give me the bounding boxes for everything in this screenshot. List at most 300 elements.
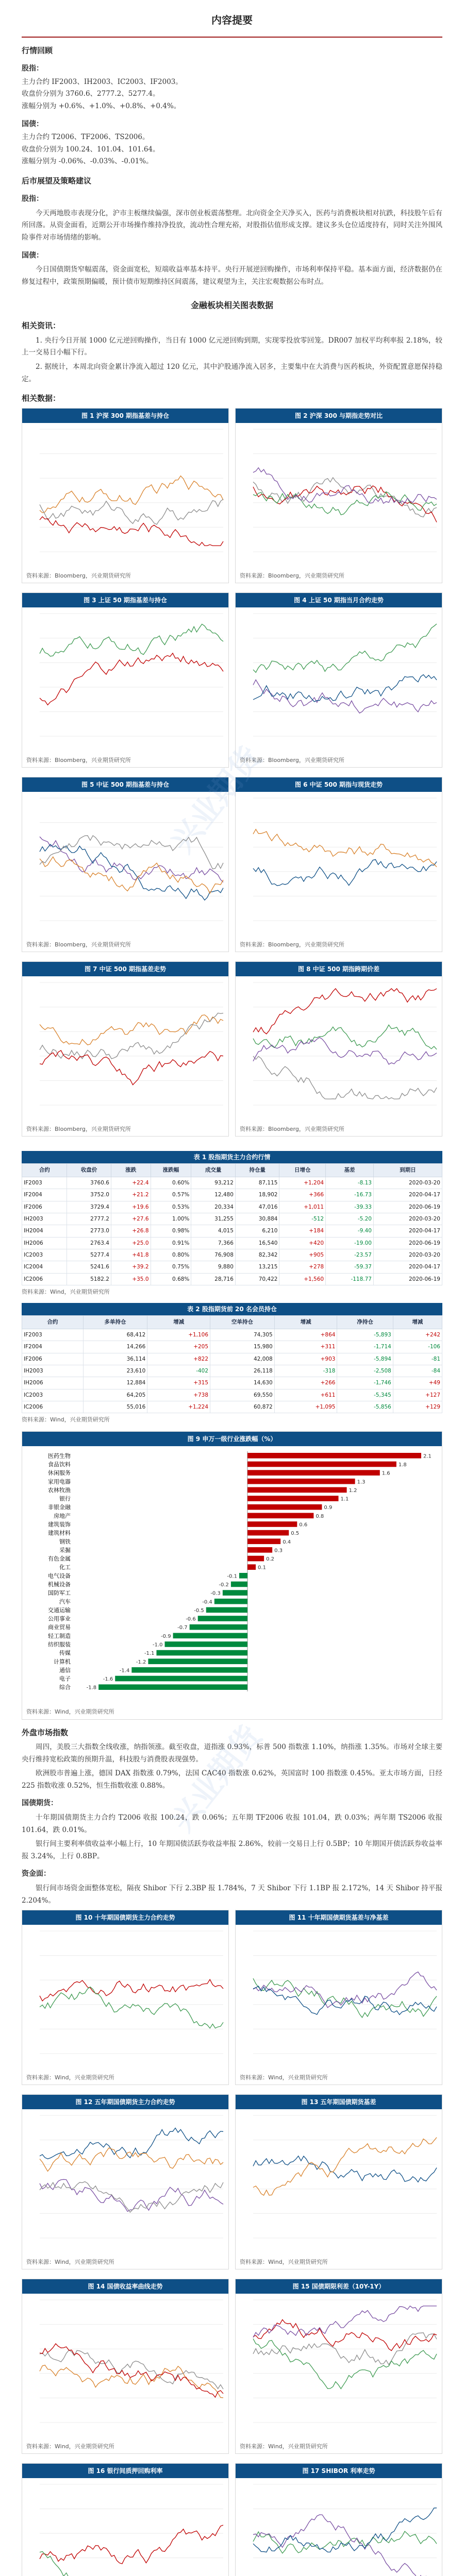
chart-grid-bond xyxy=(22,1910,442,2576)
industry-bar xyxy=(223,1590,247,1596)
table-cell: 74,305 xyxy=(210,1329,275,1341)
industry-value: 1.8 xyxy=(398,1462,407,1468)
table-cell: 28,716 xyxy=(191,1273,236,1285)
industry-label: 纺织服装 xyxy=(48,1641,71,1648)
column-header: 空单持仓 xyxy=(210,1316,275,1329)
industry-label: 房地产 xyxy=(54,1512,71,1519)
column-header: 日增仓 xyxy=(279,1164,326,1177)
table-cell: 0.75% xyxy=(151,1261,191,1273)
industry-bar xyxy=(131,1667,247,1673)
series-line xyxy=(40,653,223,705)
industry-label: 化工 xyxy=(59,1564,71,1571)
industry-bar xyxy=(247,1496,339,1501)
line-chart-title: 图 13 五年期国债期货基差 xyxy=(236,2095,442,2109)
column-header: 合约 xyxy=(22,1316,84,1329)
industry-value: 0.3 xyxy=(274,1548,283,1554)
table-cell: -512 xyxy=(279,1213,326,1225)
line-chart-title: 图 5 中证 500 期指基差与持仓 xyxy=(22,777,228,792)
industry-value: -0.4 xyxy=(202,1599,212,1605)
line-chart-source: 资料来源：Bloomberg，兴业期货研究所 xyxy=(26,757,131,764)
industry-bar-chart-title: 图 9 申万一级行业涨跌幅（%） xyxy=(22,1432,442,1446)
column-header: 持仓量 xyxy=(235,1164,279,1177)
series-line xyxy=(40,2182,223,2212)
line-chart-title: 图 3 上证 50 期指基差与持仓 xyxy=(22,593,228,607)
table-cell: 87,115 xyxy=(235,1177,279,1189)
table-cell: 0.57% xyxy=(151,1189,191,1201)
table-cell: -23.57 xyxy=(326,1249,374,1261)
table-2-grid xyxy=(22,1315,442,1413)
line-chart xyxy=(22,2094,229,2269)
column-header: 增减 xyxy=(147,1316,210,1329)
line-chart-source: 资料来源：Wind，兴业期货研究所 xyxy=(240,2074,328,2081)
table-cell: +35.0 xyxy=(111,1273,151,1285)
line-chart-plot xyxy=(22,607,228,757)
industry-bar xyxy=(148,1658,247,1664)
table-cell: IC2006 xyxy=(22,1273,67,1285)
series-line xyxy=(253,468,437,503)
table-cell: +311 xyxy=(274,1341,337,1353)
industry-bar xyxy=(247,1504,322,1510)
table-cell: -5.20 xyxy=(326,1213,374,1225)
line-chart-plot xyxy=(236,2478,442,2576)
line-chart-plot xyxy=(22,423,228,572)
series-line xyxy=(40,2350,223,2389)
table-cell: +27.6 xyxy=(111,1213,151,1225)
line-chart-plot xyxy=(236,423,442,572)
table-row xyxy=(22,1201,442,1213)
table-cell: +903 xyxy=(274,1353,337,1365)
industry-bar xyxy=(190,1624,247,1630)
industry-label: 交通运输 xyxy=(48,1606,71,1614)
series-line xyxy=(40,837,223,882)
table-1-grid xyxy=(22,1163,442,1285)
table-cell: +1,224 xyxy=(147,1401,210,1413)
table-cell: +366 xyxy=(279,1189,326,1201)
column-header: 合约 xyxy=(22,1164,67,1177)
line-chart-title: 图 4 上证 50 期指当月合约走势 xyxy=(236,593,442,607)
table-cell: 0.98% xyxy=(151,1225,191,1237)
table-cell: 3752.0 xyxy=(67,1189,111,1201)
line-chart-plot xyxy=(236,2109,442,2259)
line-chart-plot xyxy=(22,792,228,941)
industry-bar xyxy=(173,1633,247,1638)
review-line: 涨幅分别为 +0.6%、+1.0%、+0.8%、+0.4%。 xyxy=(22,102,181,110)
table-cell: +39.2 xyxy=(111,1261,151,1273)
industry-bar xyxy=(239,1573,247,1579)
industry-bar xyxy=(247,1470,380,1476)
review-label: 股指： xyxy=(22,64,43,73)
foreign-market-paras xyxy=(22,1741,442,1792)
line-chart-source: 资料来源：Wind，兴业期货研究所 xyxy=(240,2258,328,2265)
table-cell: +278 xyxy=(279,1261,326,1273)
industry-label: 传媒 xyxy=(59,1649,71,1656)
outlook-text: 今日国债期货窄幅震荡，资金面宽松，短端收益率基本持平。央行开展逆回购操作，市场利率保持平稳。基本面方面，经济数据仍在修复过程中，政策预期偏暖，预计债市短期维持区间震荡，建议观望为主，关注宏观数据公布时点。 xyxy=(22,265,442,286)
industry-value: 2.1 xyxy=(423,1453,432,1459)
table-cell: +49 xyxy=(393,1377,442,1389)
industry-bar xyxy=(206,1607,247,1613)
table-cell: IH2003 xyxy=(22,1365,84,1377)
table-cell: IC2003 xyxy=(22,1389,84,1401)
line-chart xyxy=(235,2279,442,2454)
series-line xyxy=(253,1025,437,1049)
industry-value: -1.6 xyxy=(103,1676,113,1682)
column-header: 到期日 xyxy=(373,1164,442,1177)
table-cell: 14,630 xyxy=(210,1377,275,1389)
outlook-label: 国债： xyxy=(22,251,43,260)
review-line: 主力合约 T2006、TF2006、TS2006。 xyxy=(22,133,150,142)
table-cell: +19.6 xyxy=(111,1201,151,1213)
table-cell: 16,540 xyxy=(235,1237,279,1249)
line-chart xyxy=(235,1910,442,2085)
column-header: 涨跌 xyxy=(111,1164,151,1177)
series-line xyxy=(253,2306,437,2337)
industry-bar xyxy=(247,1453,421,1459)
series-line xyxy=(253,1978,437,2018)
industry-bar xyxy=(98,1684,247,1690)
table-cell: 2020-06-19 xyxy=(373,1237,442,1249)
industry-value: -0.1 xyxy=(227,1573,237,1579)
table-cell: 0.80% xyxy=(151,1249,191,1261)
table-cell: +1,106 xyxy=(147,1329,210,1341)
industry-label: 通信 xyxy=(59,1667,71,1674)
table-cell: -9.40 xyxy=(326,1225,374,1237)
column-header: 涨跌幅 xyxy=(151,1164,191,1177)
industry-bar xyxy=(247,1521,297,1527)
table-cell: -5,893 xyxy=(337,1329,393,1341)
line-chart-source: 资料来源：Bloomberg，兴业期货研究所 xyxy=(240,757,344,764)
table-cell: IC2006 xyxy=(22,1401,84,1413)
table-cell: 2020-04-17 xyxy=(373,1189,442,1201)
industry-bar xyxy=(198,1616,247,1621)
table-cell: +41.8 xyxy=(111,1249,151,1261)
table-cell: 2020-06-19 xyxy=(373,1201,442,1213)
industry-label: 家用电器 xyxy=(48,1478,71,1485)
table-cell: 64,205 xyxy=(83,1389,147,1401)
outlook-text: 今天两地股市表现分化，沪市主板继续偏强，深市创业板震荡整理。北向资金全天净买入，医药与消费板块相对抗跌，科技股午后有所回落。从资金面看，近期公开市场操作维持净投放，流动性合理充裕，对股指估值形成支撑。建议多头仓位适度持有，同时关注外围风险事件对市场情绪的影响。 xyxy=(22,209,442,242)
outlook-label: 股指： xyxy=(22,195,43,204)
series-line xyxy=(40,1015,223,1045)
column-header: 成交量 xyxy=(191,1164,236,1177)
line-chart-source: 资料来源：Wind，兴业期货研究所 xyxy=(26,2074,114,2081)
industry-value: 0.5 xyxy=(291,1530,300,1536)
table-cell: 69,550 xyxy=(210,1389,275,1401)
table-cell: 93,212 xyxy=(191,1177,236,1189)
series-line xyxy=(40,1050,223,1085)
industry-value: -1.2 xyxy=(136,1659,146,1665)
table-cell: 2777.2 xyxy=(67,1213,111,1225)
liquidity-text: 银行间市场资金面整体宽松，隔夜 Shibor 下行 2.3BP 报 1.784%，7 天 Shibor 下行 1.1BP 报 2.172%，14 天 Shibor 持平报 2.204%。 xyxy=(22,1884,442,1905)
industry-value: -1.1 xyxy=(144,1650,155,1656)
industry-bar xyxy=(247,1487,347,1493)
table-1-title: 表 1 股指期货主力合约行情 xyxy=(22,1151,442,1163)
industry-value: -0.7 xyxy=(177,1624,188,1631)
series-line xyxy=(40,1987,223,2028)
series-line xyxy=(40,2365,223,2398)
industry-bar xyxy=(247,1461,396,1467)
bond-futures-para: 十年期国债期货主力合约 T2006 收报 100.24，跌 0.06%；五年期 TF2006 收报 101.04，跌 0.03%；两年期 TS2006 收报 101.64，跌 0.01%。 xyxy=(22,1813,442,1834)
table-row xyxy=(22,1401,442,1413)
table-cell: IF2006 xyxy=(22,1353,84,1365)
market-review-heading: 行情回顾 xyxy=(22,46,53,55)
series-line xyxy=(40,2179,223,2211)
line-chart-source: 资料来源：Bloomberg，兴业期货研究所 xyxy=(240,941,344,948)
line-chart-plot xyxy=(236,2294,442,2443)
line-chart-plot xyxy=(236,1925,442,2074)
industry-label: 电气设备 xyxy=(48,1572,71,1579)
series-line xyxy=(253,829,437,867)
table-cell: 18,902 xyxy=(235,1189,279,1201)
table-cell: 0.60% xyxy=(151,1177,191,1189)
table-row xyxy=(22,1225,442,1237)
industry-bar xyxy=(231,1581,247,1587)
table-row xyxy=(22,1353,442,1365)
table-cell: IH2006 xyxy=(22,1237,67,1249)
column-header: 增减 xyxy=(393,1316,442,1329)
industry-label: 轻工制造 xyxy=(48,1632,71,1639)
table-cell: 5277.4 xyxy=(67,1249,111,1261)
line-chart-source: 资料来源：Wind，兴业期货研究所 xyxy=(26,2258,114,2265)
industry-value: 1.2 xyxy=(349,1487,357,1494)
table-cell: 14,266 xyxy=(83,1341,147,1353)
table-cell: 5182.2 xyxy=(67,1273,111,1285)
industry-value: -0.3 xyxy=(210,1590,221,1597)
industry-value: -0.2 xyxy=(219,1582,229,1588)
table-cell: 70,422 xyxy=(235,1273,279,1285)
industry-label: 公用事业 xyxy=(48,1615,71,1622)
series-line xyxy=(253,2138,437,2195)
industry-label: 食品饮料 xyxy=(48,1461,71,1468)
line-chart-title: 图 8 中证 500 期指跨期价差 xyxy=(236,962,442,976)
column-header: 收盘价 xyxy=(67,1164,111,1177)
table-cell: IF2003 xyxy=(22,1329,84,1341)
column-header: 净持仓 xyxy=(337,1316,393,1329)
industry-label: 医药生物 xyxy=(48,1452,71,1459)
line-chart-plot xyxy=(22,2478,228,2576)
table-cell: +738 xyxy=(147,1389,210,1401)
industry-value: -0.6 xyxy=(186,1616,196,1622)
line-chart-title: 图 2 沪深 300 与期指走势对比 xyxy=(236,409,442,423)
line-chart-plot xyxy=(22,1925,228,2074)
table-cell: -118.77 xyxy=(326,1273,374,1285)
table-cell: 6,210 xyxy=(235,1225,279,1237)
table-cell: +205 xyxy=(147,1341,210,1353)
table-cell: -106 xyxy=(393,1341,442,1353)
series-line xyxy=(253,2156,437,2182)
table-cell: 60,872 xyxy=(210,1401,275,1413)
bond-futures-para: 银行间主要利率债收益率小幅上行，10 年期国债活跃券收益率报 2.86%，较前一交易日上行 0.5BP；10 年期国开债活跃券收益率报 3.24%，上行 0.8BP。 xyxy=(22,1840,442,1860)
table-cell: 47,016 xyxy=(235,1201,279,1213)
line-chart-source: 资料来源：Bloomberg，兴业期货研究所 xyxy=(240,572,344,580)
table-cell: 31,255 xyxy=(191,1213,236,1225)
industry-value: -1.8 xyxy=(86,1685,97,1691)
industry-value: 0.9 xyxy=(324,1504,333,1511)
table-cell: 0.53% xyxy=(151,1201,191,1213)
watermark: 兴业期货 xyxy=(164,1719,269,1839)
industry-label: 有色金属 xyxy=(48,1555,71,1562)
series-line xyxy=(253,2339,437,2389)
table-cell: 26,118 xyxy=(210,1365,275,1377)
line-chart xyxy=(22,1910,229,2085)
table-cell: +611 xyxy=(274,1389,337,1401)
foreign-market-heading: 外盘市场指数 xyxy=(22,1727,69,1737)
table-cell: 2763.4 xyxy=(67,1237,111,1249)
industry-value: 0.1 xyxy=(258,1565,266,1571)
line-chart-title: 图 10 十年期国债期货主力合约走势 xyxy=(22,1910,228,1925)
line-chart-plot xyxy=(236,607,442,757)
line-chart-source: 资料来源：Bloomberg，兴业期货研究所 xyxy=(26,941,131,948)
series-line xyxy=(253,1986,437,2015)
table-cell: -5,856 xyxy=(337,1401,393,1413)
industry-bar xyxy=(247,1564,256,1570)
series-line xyxy=(40,1979,223,2001)
series-line xyxy=(40,844,223,900)
table-cell: IH2004 xyxy=(22,1225,67,1237)
section-financial-charts-title: 金融板块相关图表数据 xyxy=(190,300,273,311)
line-chart xyxy=(235,2463,442,2576)
table-row xyxy=(22,1177,442,1189)
table-row xyxy=(22,1213,442,1225)
industry-bar xyxy=(247,1479,355,1484)
series-line xyxy=(40,857,223,893)
series-line xyxy=(253,486,437,522)
line-chart xyxy=(235,2094,442,2269)
line-chart-source: 资料来源：Wind，兴业期货研究所 xyxy=(240,2443,328,2450)
table-row xyxy=(22,1189,442,1201)
table-cell: 2020-03-20 xyxy=(373,1177,442,1189)
series-line xyxy=(40,476,223,513)
news-item: 2. 据统计，本周北向资金累计净流入超过 120 亿元，其中沪股通净流入居多，主要集中在大消费与医药板块，外资配置意愿保持稳定。 xyxy=(22,362,442,383)
table-cell: IC2003 xyxy=(22,1249,67,1261)
table-cell: +905 xyxy=(279,1249,326,1261)
line-chart xyxy=(235,408,442,583)
line-chart xyxy=(235,961,442,1137)
table-header-row xyxy=(22,1316,442,1329)
industry-value: -0.5 xyxy=(194,1607,204,1614)
table-row xyxy=(22,1341,442,1353)
table-2-title: 表 2 股指期货前 20 名会员持仓 xyxy=(22,1303,442,1315)
table-cell: 30,884 xyxy=(235,1213,279,1225)
table-cell: +184 xyxy=(279,1225,326,1237)
table-cell: +420 xyxy=(279,1237,326,1249)
table-cell: -81 xyxy=(393,1353,442,1365)
industry-value: 0.4 xyxy=(283,1539,291,1545)
table-cell: 76,908 xyxy=(191,1249,236,1261)
review-label: 国债： xyxy=(22,120,43,128)
line-chart-plot xyxy=(22,2109,228,2259)
series-line xyxy=(253,2531,437,2553)
news-item: 1. 央行今日开展 1000 亿元逆回购操作，当日有 1000 亿元逆回购到期，实现零投放零回笼。DR007 加权平均利率报 2.18%，较上一交易日小幅下行。 xyxy=(22,336,442,357)
industry-bar xyxy=(115,1675,247,1681)
table-row xyxy=(22,1261,442,1273)
table-cell: 20,334 xyxy=(191,1201,236,1213)
market-review xyxy=(22,62,442,168)
industry-bar xyxy=(156,1650,247,1655)
table-cell: 0.91% xyxy=(151,1237,191,1249)
table-header-row xyxy=(22,1164,442,1177)
review-line: 收盘价分别为 100.24、101.04、101.64。 xyxy=(22,145,160,154)
line-chart-source: 资料来源：Bloomberg，兴业期货研究所 xyxy=(26,572,131,580)
table-cell: +127 xyxy=(393,1389,442,1401)
industry-label: 建筑材料 xyxy=(48,1529,71,1536)
table-cell: 2773.0 xyxy=(67,1225,111,1237)
industry-value: -1.4 xyxy=(119,1668,130,1674)
bond-futures-heading: 国债期货： xyxy=(22,1799,58,1808)
column-header: 基差 xyxy=(326,1164,374,1177)
table-cell: 15,980 xyxy=(210,1341,275,1353)
table-cell: +242 xyxy=(393,1329,442,1341)
table-cell: 13,215 xyxy=(235,1261,279,1273)
industry-value: -1.0 xyxy=(153,1642,163,1648)
table-cell: IF2004 xyxy=(22,1189,67,1201)
column-header: 增减 xyxy=(274,1316,337,1329)
table-1 xyxy=(22,1151,442,1297)
industry-label: 商业贸易 xyxy=(48,1623,71,1631)
industry-value: 0.6 xyxy=(299,1522,308,1528)
table-row xyxy=(22,1237,442,1249)
table-cell: 68,412 xyxy=(83,1329,147,1341)
industry-bar-svg xyxy=(22,1446,442,1704)
data-heading: 相关数据： xyxy=(22,394,61,403)
table-cell: +1,011 xyxy=(279,1201,326,1213)
table-2 xyxy=(22,1303,442,1425)
series-line xyxy=(253,1038,437,1064)
table-cell: +25.0 xyxy=(111,1237,151,1249)
chart-grid-equity xyxy=(22,408,442,1146)
table-2-source: 资料来源：Wind，兴业期货研究所 xyxy=(22,1416,110,1423)
table-cell: 55,016 xyxy=(83,1401,147,1413)
table-cell: -8.13 xyxy=(326,1177,374,1189)
line-chart-source: 资料来源：Wind，兴业期货研究所 xyxy=(26,2443,114,2450)
review-line: 涨幅分别为 -0.06%、-0.03%、-0.01%。 xyxy=(22,157,153,166)
industry-label: 机械设备 xyxy=(48,1581,71,1588)
table-cell: 2020-03-20 xyxy=(373,1213,442,1225)
line-chart-title: 图 12 五年期国债期货主力合约走势 xyxy=(22,2095,228,2109)
line-chart-source: 资料来源：Bloomberg，兴业期货研究所 xyxy=(26,1126,131,1133)
table-cell: 7,366 xyxy=(191,1237,236,1249)
series-line xyxy=(40,624,223,656)
table-cell: 5241.6 xyxy=(67,1261,111,1273)
table-cell: 12,884 xyxy=(83,1377,147,1389)
table-cell: +266 xyxy=(274,1377,337,1389)
table-cell: 0.68% xyxy=(151,1273,191,1285)
series-line xyxy=(40,1013,223,1059)
table-cell: IF2003 xyxy=(22,1177,67,1189)
table-cell: +1,204 xyxy=(279,1177,326,1189)
industry-value: -0.9 xyxy=(161,1633,171,1639)
line-chart-title: 图 7 中证 500 期指基差走势 xyxy=(22,962,228,976)
industry-label: 国防军工 xyxy=(48,1589,71,1597)
table-cell: 1.00% xyxy=(151,1213,191,1225)
industry-label: 农林牧渔 xyxy=(48,1486,71,1494)
industry-label: 休闲服务 xyxy=(48,1469,71,1477)
outlook xyxy=(22,193,442,288)
series-line xyxy=(40,2148,223,2171)
table-cell: -5,345 xyxy=(337,1389,393,1401)
column-header: 多单持仓 xyxy=(83,1316,147,1329)
industry-bar xyxy=(247,1538,280,1544)
line-chart-source: 资料来源：Bloomberg，兴业期货研究所 xyxy=(240,1126,344,1133)
industry-bar xyxy=(214,1599,247,1604)
outlook-heading: 后市展望及策略建议 xyxy=(22,176,92,185)
industry-label: 电子 xyxy=(59,1675,71,1682)
table-row xyxy=(22,1249,442,1261)
table-cell: +864 xyxy=(274,1329,337,1341)
page-title: 内容提要 xyxy=(22,8,442,38)
news-list xyxy=(22,335,442,386)
review-line: 收盘价分别为 3760.6、2777.2、5277.4。 xyxy=(22,90,160,98)
industry-bar xyxy=(247,1547,272,1553)
series-line xyxy=(40,836,223,869)
